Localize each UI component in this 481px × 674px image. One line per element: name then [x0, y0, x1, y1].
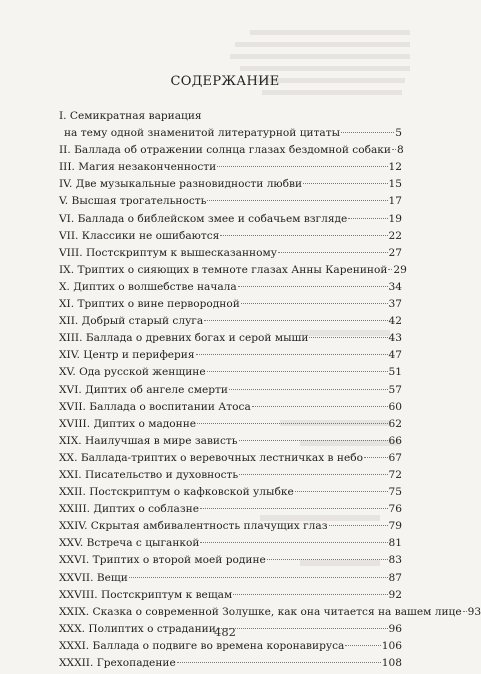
toc-entry: [59, 296, 402, 313]
toc-entry: [59, 433, 402, 450]
toc-entry-title: XXV. Встреча с цыганкой: [59, 537, 200, 550]
toc-entry-page: 96: [388, 622, 402, 635]
toc-entry: [59, 399, 402, 416]
toc-leader-dots: [252, 405, 388, 407]
toc-entry-page: 34: [388, 280, 402, 293]
toc-leader-dots: [197, 422, 387, 424]
toc-entry: [59, 245, 402, 262]
toc-entry: [59, 638, 402, 655]
toc-entry-page: 75: [388, 486, 402, 499]
toc-entry: [59, 313, 402, 330]
toc-heading: СОДЕРЖАНИЕ: [170, 74, 280, 89]
toc-entry-page: 92: [388, 588, 402, 601]
toc-entry-page: 66: [388, 434, 402, 447]
toc-entry-title: XVII. Баллада о воспитании Атоса: [59, 400, 251, 413]
toc-leader-dots: [364, 456, 388, 458]
toc-leader-dots: [241, 302, 388, 304]
toc-leader-dots: [229, 388, 388, 390]
toc-entry-title: XIX. Наилучшая в мире зависть: [59, 434, 238, 447]
toc-entry-title: на тему одной знаменитой литературной цитаты: [64, 127, 341, 140]
toc-entry-page: 22: [388, 229, 402, 242]
toc-leader-dots: [239, 473, 387, 475]
toc-entry-title: XXX. Полиптих о страдании: [59, 622, 216, 635]
toc-entry-title: XIV. Центр и периферия: [59, 349, 195, 362]
toc-entry: [59, 655, 402, 672]
toc-entry-page: 51: [388, 366, 402, 379]
toc-entry-title: X. Диптих о волшебстве начала: [59, 280, 237, 293]
toc-leader-dots: [200, 541, 387, 543]
toc-entry-page: 72: [388, 468, 402, 481]
toc-leader-dots: [196, 353, 388, 355]
toc-entry-title: XXIV. Скрытая амбивалентность плачущих глаз: [59, 520, 328, 533]
toc-entry-page: 93: [467, 605, 481, 618]
toc-entry-title: XXVII. Вещи: [59, 571, 128, 584]
toc-entry-page: 76: [388, 503, 402, 516]
toc-entry: [59, 416, 402, 433]
toc-leader-dots: [348, 217, 387, 219]
toc-entry-page: 12: [388, 161, 402, 174]
toc-leader-dots: [329, 524, 388, 526]
toc-leader-dots: [200, 507, 388, 509]
toc-entry-page: 15: [388, 178, 402, 191]
toc-leader-dots: [217, 165, 387, 167]
toc-leader-dots: [129, 576, 388, 578]
toc-entry-page: 81: [388, 537, 402, 550]
toc-entry-title: XXIII. Диптих о соблазне: [59, 503, 199, 516]
toc-entry-title: IV. Две музыкальные разновидности любви: [59, 178, 303, 191]
toc-leader-dots: [207, 370, 388, 372]
toc-entry: [59, 262, 407, 279]
toc-entry: [59, 382, 402, 399]
toc-entry-title: XV. Ода русской женщине: [59, 366, 206, 379]
toc-entry-page: 5: [395, 127, 402, 140]
toc-leader-dots: [345, 644, 380, 646]
toc-leader-dots: [239, 439, 388, 441]
toc-entry-page: 42: [388, 315, 402, 328]
toc-entry-page: 43: [388, 332, 402, 345]
toc-entry: [59, 176, 402, 193]
toc-leader-dots: [309, 336, 387, 338]
toc-entry: [59, 570, 402, 587]
toc-entry-title: XVIII. Диптих о мадонне: [59, 417, 197, 430]
toc-entry-page: 108: [381, 657, 402, 669]
toc-entry-title: VII. Классики не ошибаются: [59, 229, 220, 242]
toc-entry-page: 19: [388, 212, 402, 225]
toc-entry: [59, 552, 402, 569]
toc-entry-page: 87: [388, 571, 402, 584]
toc-leader-dots: [341, 131, 394, 133]
toc-entry-page: 17: [388, 195, 402, 208]
toc-leader-dots: [233, 593, 387, 595]
toc-entry-page: 62: [388, 417, 402, 430]
toc-entry-title: IX. Триптих о сияющих в темноте глазах Анны Карениной: [59, 263, 388, 276]
toc-entry-title: XXIX. Сказка о современной Золушке, как она читается на вашем лице: [59, 605, 462, 618]
toc-leader-dots: [295, 490, 388, 492]
toc-entry-title: XII. Добрый старый слуга: [59, 315, 204, 328]
toc-entry-title: XX. Баллада-триптих о веревочных лестничках в небо: [59, 451, 363, 464]
toc-leader-dots: [388, 268, 392, 270]
toc-entry: [59, 535, 402, 552]
toc-leader-dots: [303, 182, 387, 184]
toc-entry-title: XIII. Баллада о древних богах и серой мыши: [59, 332, 309, 345]
toc-leader-dots: [392, 148, 396, 150]
toc-entry: [59, 108, 402, 125]
toc-entry: [59, 364, 402, 381]
toc-leader-dots: [238, 285, 388, 287]
toc-leader-dots: [204, 319, 387, 321]
toc-entry: [59, 501, 402, 518]
toc-entry-page: 57: [388, 383, 402, 396]
toc-entry-title: XXVIII. Постскриптум к вещам: [59, 588, 233, 601]
toc-entry: [59, 193, 402, 210]
toc-leader-dots: [177, 661, 381, 663]
toc-entry-page: 67: [388, 451, 402, 464]
toc-entry-title: II. Баллада об отражении солнца глазах бездомной собаки: [59, 144, 391, 157]
toc-entry: [59, 159, 402, 176]
toc-leader-dots: [220, 234, 387, 236]
toc-entry: [59, 125, 402, 142]
toc-entry-title: XXII. Постскриптум о кафковской улыбке: [59, 486, 294, 499]
toc-entry-page: 8: [396, 144, 404, 157]
toc-entry-page: 27: [388, 246, 402, 259]
toc-entry-title: VI. Баллада о библейском змее и собачьем взгляде: [59, 212, 348, 225]
toc-entry-page: 37: [388, 298, 402, 311]
toc-entry-page: 47: [388, 349, 402, 362]
toc-entry: [59, 211, 402, 228]
toc-entry-page: 83: [388, 554, 402, 567]
toc-leader-dots: [207, 199, 387, 201]
toc-leader-dots: [278, 251, 388, 253]
toc-entry: [59, 142, 402, 159]
table-of-contents: [59, 108, 481, 672]
toc-entry-page: 106: [381, 639, 402, 652]
toc-entry-title: XXVI. Триптих о второй моей родине: [59, 554, 266, 567]
toc-entry: [59, 279, 402, 296]
toc-entry-title: I. Семикратная вариация: [59, 110, 202, 122]
toc-leader-dots: [267, 558, 388, 560]
toc-entry: [59, 450, 402, 467]
toc-entry-title: V. Высшая трогательность: [59, 195, 207, 208]
toc-entry: [59, 228, 402, 245]
toc-entry-title: VIII. Постскриптум к вышесказанному: [59, 246, 277, 259]
toc-entry-title: XXXI. Баллада о подвиге во времена коронавируса: [59, 639, 345, 652]
toc-entry: [59, 518, 402, 535]
toc-entry-title: XXXII. Грехопадение: [59, 657, 176, 669]
toc-entry: [59, 484, 402, 501]
toc-entry: [59, 604, 481, 621]
toc-entry-title: XVI. Диптих об ангеле смерти: [59, 383, 228, 396]
toc-entry-title: XXI. Писательство и духовность: [59, 468, 239, 481]
toc-entry: [59, 347, 402, 364]
toc-entry-title: XI. Триптих о вине первородной: [59, 298, 240, 311]
page-number: 482: [214, 625, 236, 639]
toc-entry: [59, 330, 402, 347]
toc-entry: [59, 467, 402, 484]
toc-leader-dots: [463, 610, 467, 612]
toc-entry-page: 60: [388, 400, 402, 413]
toc-entry-page: 79: [388, 520, 402, 533]
toc-entry-page: 29: [393, 263, 407, 276]
toc-entry: [59, 587, 402, 604]
toc-entry-title: III. Магия незаконченности: [59, 161, 217, 174]
